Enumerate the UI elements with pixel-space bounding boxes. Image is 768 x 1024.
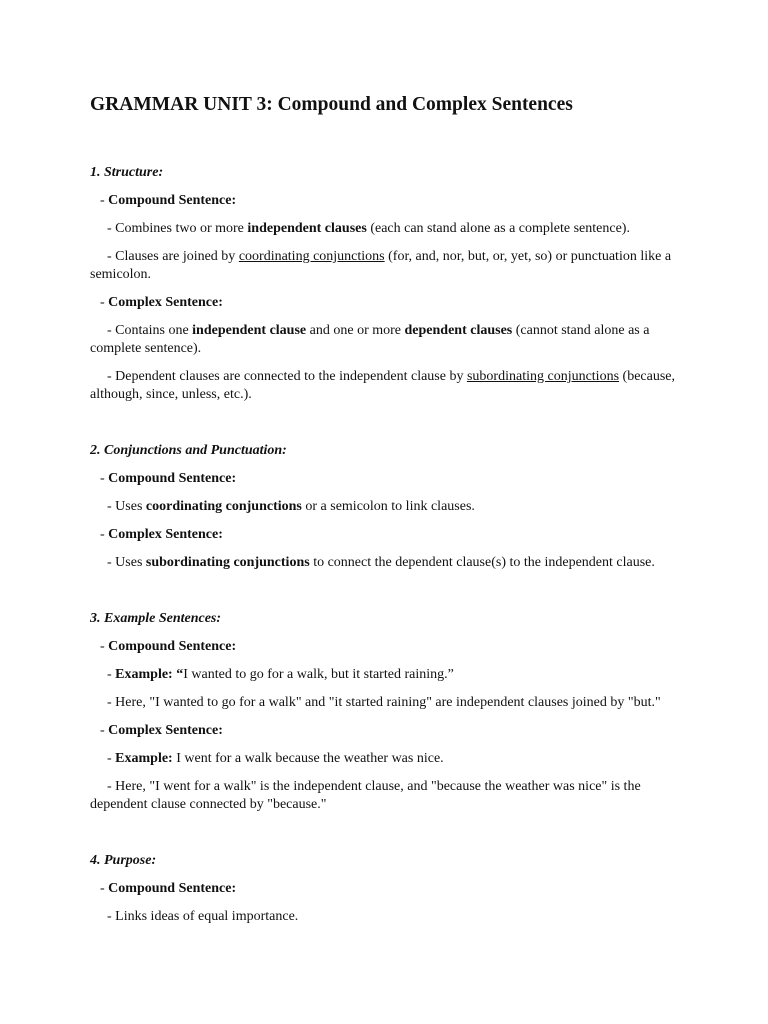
text: Contains one [115, 323, 193, 338]
complex-subheading: - Complex Sentence: [100, 723, 223, 738]
text: Uses [115, 499, 146, 514]
term-bold: independent clauses [247, 221, 367, 236]
list-item: - Clauses are joined by coordinating conjunctions (for, and, nor, but, or, yet, so) or punctuation like a semicolon. [90, 249, 672, 282]
section-conjunctions [90, 442, 680, 572]
example-text: I went for a walk because the weather was nice. [172, 751, 444, 766]
term-bold: independent clause [192, 323, 307, 338]
list-item: - Dependent clauses are connected to the independent clause by subordinating conjunctions (because, although, since, unless, etc.). [90, 369, 675, 402]
document-page [90, 92, 680, 964]
text: Dependent clauses are connected to the independent clause by [115, 369, 467, 384]
text: (because, although, since, unless, etc.). [90, 369, 675, 402]
list-item: - Contains one independent clause and one or more dependent clauses (cannot stand alone as a complete sentence). [90, 323, 650, 356]
section-purpose [90, 852, 680, 926]
compound-label: Compound Sentence: [108, 881, 237, 896]
text: (each can stand alone as a complete sentence). [366, 221, 630, 236]
text: (cannot stand alone as a complete sentence). [90, 323, 650, 356]
list-item: - Uses coordinating conjunctions or a semicolon to link clauses. [107, 499, 475, 514]
page-title: GRAMMAR UNIT 3: Compound and Complex Sentences [90, 94, 573, 115]
text: Here, "I wanted to go for a walk" and "it started raining" are independent clauses joined by "but." [115, 695, 661, 710]
term-underlined: coordinating conjunctions [238, 249, 385, 264]
text: to connect the dependent clause(s) to the independent clause. [309, 555, 655, 570]
section-examples [90, 610, 680, 814]
example-label: Example: [115, 667, 173, 682]
term-underlined: subordinating conjunctions [466, 369, 620, 384]
text: Combines two or more [115, 221, 248, 236]
compound-subheading: - Compound Sentence: [100, 639, 237, 654]
compound-subheading: - Compound Sentence: [100, 193, 237, 208]
example-label: Example: [115, 751, 173, 766]
section-structure [90, 164, 680, 404]
list-item: - Here, "I wanted to go for a walk" and "it started raining" are independent clauses joined by "but." [107, 695, 661, 710]
complex-label: Complex Sentence: [108, 527, 223, 542]
list-item: - Here, "I went for a walk" is the independent clause, and "because the weather was nice" is the dependent clause connected by "because." [90, 779, 641, 812]
text: Here, "I went for a walk" is the independent clause, and "because the weather was nice" is the dependent clause connected by "because." [90, 779, 641, 812]
list-item: - Combines two or more independent clauses (each can stand alone as a complete sentence). [107, 221, 630, 236]
complex-subheading: - Complex Sentence: [100, 527, 223, 542]
compound-label: Compound Sentence: [108, 471, 237, 486]
text: Uses [115, 555, 146, 570]
section-heading: 4. Purpose: [90, 853, 157, 868]
term-bold: subordinating conjunctions [145, 555, 310, 570]
complex-label: Complex Sentence: [108, 295, 223, 310]
text: and one or more [306, 323, 405, 338]
text: or a semicolon to link clauses. [301, 499, 475, 514]
text: Clauses are joined by [115, 249, 239, 264]
section-heading: 1. Structure: [90, 165, 164, 180]
complex-label: Complex Sentence: [108, 723, 223, 738]
list-item: - Links ideas of equal importance. [107, 909, 299, 924]
list-item: - Example: “I wanted to go for a walk, but it started raining.” [107, 667, 454, 682]
compound-label: Compound Sentence: [108, 639, 237, 654]
section-heading: 3. Example Sentences: [90, 611, 222, 626]
compound-subheading: - Compound Sentence: [100, 471, 237, 486]
complex-subheading: - Complex Sentence: [100, 295, 223, 310]
section-heading: 2. Conjunctions and Punctuation: [90, 443, 287, 458]
term-bold: dependent clauses [404, 323, 513, 338]
term-bold: coordinating conjunctions [145, 499, 302, 514]
compound-subheading: - Compound Sentence: [100, 881, 237, 896]
text: Links ideas of equal importance. [115, 909, 299, 924]
example-text: I wanted to go for a walk, but it started raining.” [183, 667, 454, 682]
compound-label: Compound Sentence: [108, 193, 237, 208]
list-item: - Uses subordinating conjunctions to connect the dependent clause(s) to the independent clause. [107, 555, 655, 570]
open-quote: “ [176, 667, 184, 682]
text: (for, and, nor, but, or, yet, so) or punctuation like a semicolon. [90, 249, 672, 282]
list-item: - Example: I went for a walk because the weather was nice. [107, 751, 444, 766]
